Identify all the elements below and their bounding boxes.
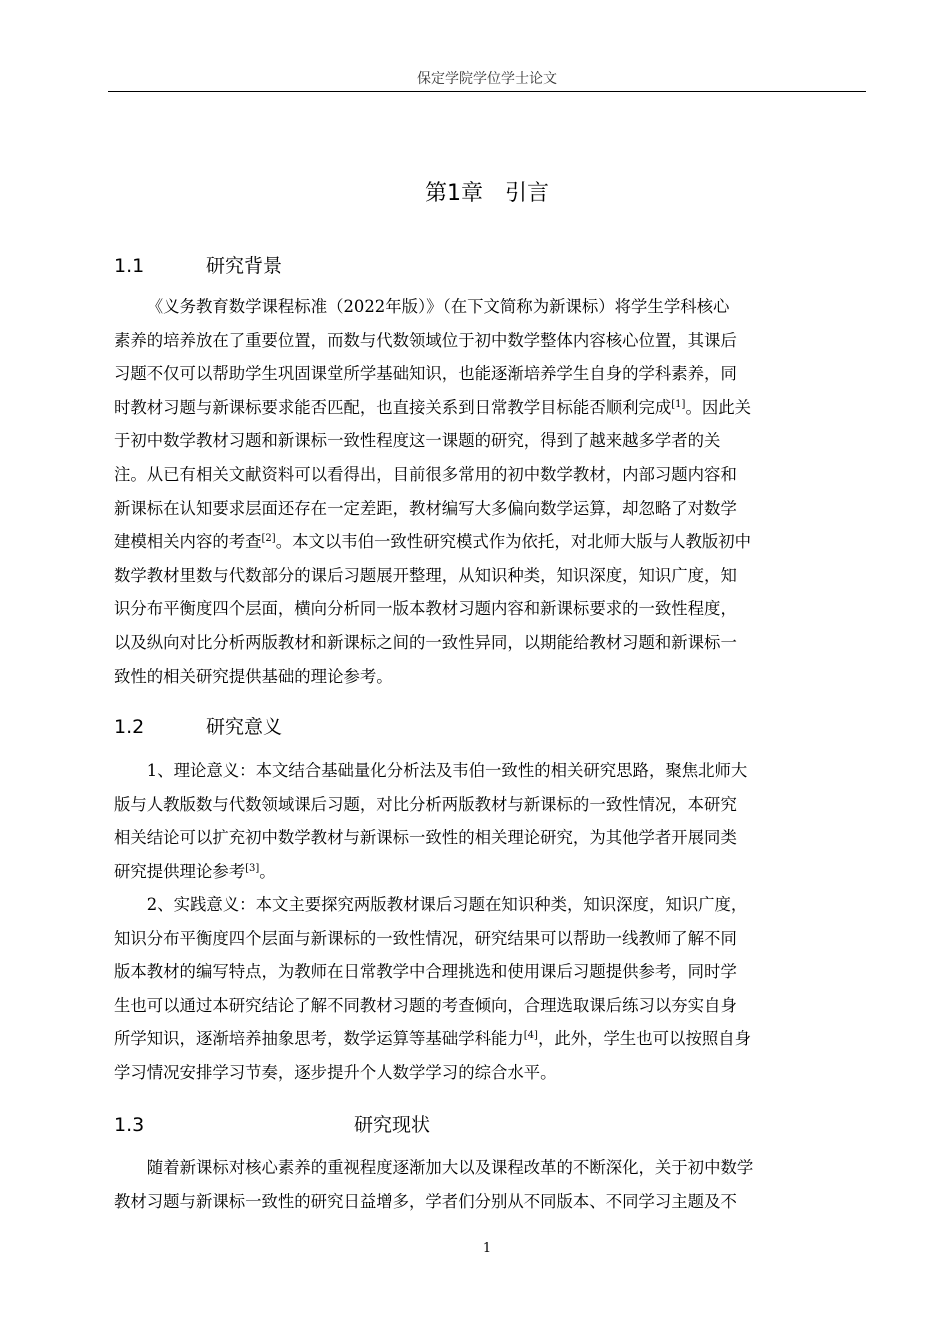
text-line	[114, 955, 860, 989]
text-line	[114, 1185, 860, 1219]
section-title: 研究背景	[206, 255, 283, 277]
section-heading	[114, 1111, 430, 1139]
text-segment: 版本教材的编写特点，为教师在日常教学中合理挑选和使用课后习题提供参考，同时学	[114, 962, 737, 982]
paragraph	[114, 888, 860, 1090]
text-line	[114, 1151, 860, 1185]
text-line	[114, 754, 860, 788]
text-segment: 习题不仅可以帮助学生巩固课堂所学基础知识，也能逐渐培养学生自身的学科素养，同	[114, 364, 737, 384]
section-number: 1.3	[114, 1114, 145, 1136]
citation-marker: [3]	[245, 862, 260, 874]
citation-marker: [1]	[671, 398, 686, 410]
text-line	[114, 391, 860, 425]
page-header: 保定学院学位学士论文	[417, 71, 557, 87]
text-line	[114, 458, 860, 492]
paragraph	[114, 290, 860, 693]
text-segment: 所学知识，逐渐培养抽象思考，数学运算等基础学科能力	[114, 1029, 524, 1049]
text-line	[114, 1022, 860, 1056]
text-segment: 相关结论可以扩充初中数学教材与新课标一致性的相关理论研究，为其他学者开展同类	[114, 828, 737, 848]
text-line	[114, 559, 860, 593]
page-number: 1	[482, 1241, 492, 1256]
citation-marker: [2]	[261, 533, 276, 545]
section-heading	[114, 252, 282, 280]
text-line	[114, 357, 860, 391]
paragraph	[114, 1151, 860, 1218]
text-segment: 《义务教育数学课程标准（2022年版）》（在下文简称为新课标）将学生学科核心	[146, 297, 730, 316]
text-line	[114, 424, 860, 458]
section-heading	[114, 713, 282, 741]
text-segment: 版与人教版数与代数领域课后习题，对比分析两版教材与新课标的一致性情况，本研究	[114, 794, 737, 814]
text-segment: 研究提供理论参考	[114, 861, 246, 881]
text-segment: 。因此关	[685, 397, 752, 417]
text-segment: 注。从已有相关文献资料可以看得出，目前很多常用的初中数学教材，内部习题内容和	[114, 464, 737, 484]
text-segment: 1、理论意义：本文结合基础量化分析法及韦伯一致性的相关研究思路，聚焦北师大	[146, 761, 748, 780]
text-segment: 随着新课标对核心素养的重视程度逐渐加大以及课程改革的不断深化，关于初中数学	[146, 1158, 754, 1177]
text-line	[114, 492, 860, 526]
text-segment: 于初中数学教材习题和新课标一致性程度这一课题的研究，得到了越来越多学者的关	[114, 431, 721, 451]
text-segment: 。本文以韦伯一致性研究模式作为依托，对北师大版与人教版初中	[275, 532, 752, 552]
text-line	[114, 660, 860, 694]
text-line	[114, 1056, 860, 1090]
text-line	[114, 290, 860, 324]
text-line	[114, 821, 860, 855]
text-line	[114, 324, 860, 358]
header-rule	[108, 91, 866, 92]
section-title: 研究意义	[206, 716, 283, 738]
text-line	[114, 626, 860, 660]
text-segment: 。	[259, 861, 276, 881]
text-line	[114, 788, 860, 822]
section-number: 1.1	[114, 255, 145, 277]
text-segment: 生也可以通过本研究结论了解不同教材习题的考查倾向，合理选取课后练习以夯实自身	[114, 995, 737, 1015]
text-segment: 知识分布平衡度四个层面与新课标的一致性情况，研究结果可以帮助一线教师了解不同	[114, 928, 737, 948]
section-number: 1.2	[114, 716, 145, 738]
text-segment: 以及纵向对比分析两版教材和新课标之间的一致性异同，以期能给教材习题和新课标一	[114, 632, 737, 652]
text-segment: 时教材习题与新课标要求能否匹配，也直接关系到日常教学目标能否顺利完成	[114, 397, 672, 417]
text-segment: 学习情况安排学习节奏，逐步提升个人数学学习的综合水平。	[114, 1062, 557, 1082]
section-title: 研究现状	[354, 1114, 431, 1136]
text-segment: 数学教材里数与代数部分的课后习题展开整理，从知识种类，知识深度，知识广度，知	[114, 565, 737, 585]
text-segment: ，此外，学生也可以按照自身	[537, 1029, 752, 1049]
text-line	[114, 888, 860, 922]
text-segment: 识分布平衡度四个层面，横向分析同一版本教材习题内容和新课标要求的一致性程度，	[114, 599, 737, 619]
text-segment: 教材习题与新课标一致性的研究日益增多，学者们分别从不同版本、不同学习主题及不	[114, 1191, 737, 1211]
text-segment: 致性的相关研究提供基础的理论参考。	[114, 666, 393, 686]
text-line	[114, 855, 860, 889]
paragraph	[114, 754, 860, 888]
text-segment: 2、实践意义：本文主要探究两版教材课后习题在知识种类，知识深度，知识广度，	[146, 895, 748, 914]
text-segment: 新课标在认知要求层面还存在一定差距，教材编写大多偏向数学运算，却忽略了对数学	[114, 498, 737, 518]
text-line	[114, 922, 860, 956]
text-line	[114, 525, 860, 559]
chapter-title: 第1章 引言	[425, 181, 549, 206]
text-line	[114, 592, 860, 626]
text-segment: 素养的培养放在了重要位置，而数与代数领域位于初中数学整体内容核心位置，其课后	[114, 330, 737, 350]
text-line	[114, 989, 860, 1023]
citation-marker: [4]	[523, 1030, 538, 1042]
text-segment: 建模相关内容的考查	[114, 532, 262, 552]
